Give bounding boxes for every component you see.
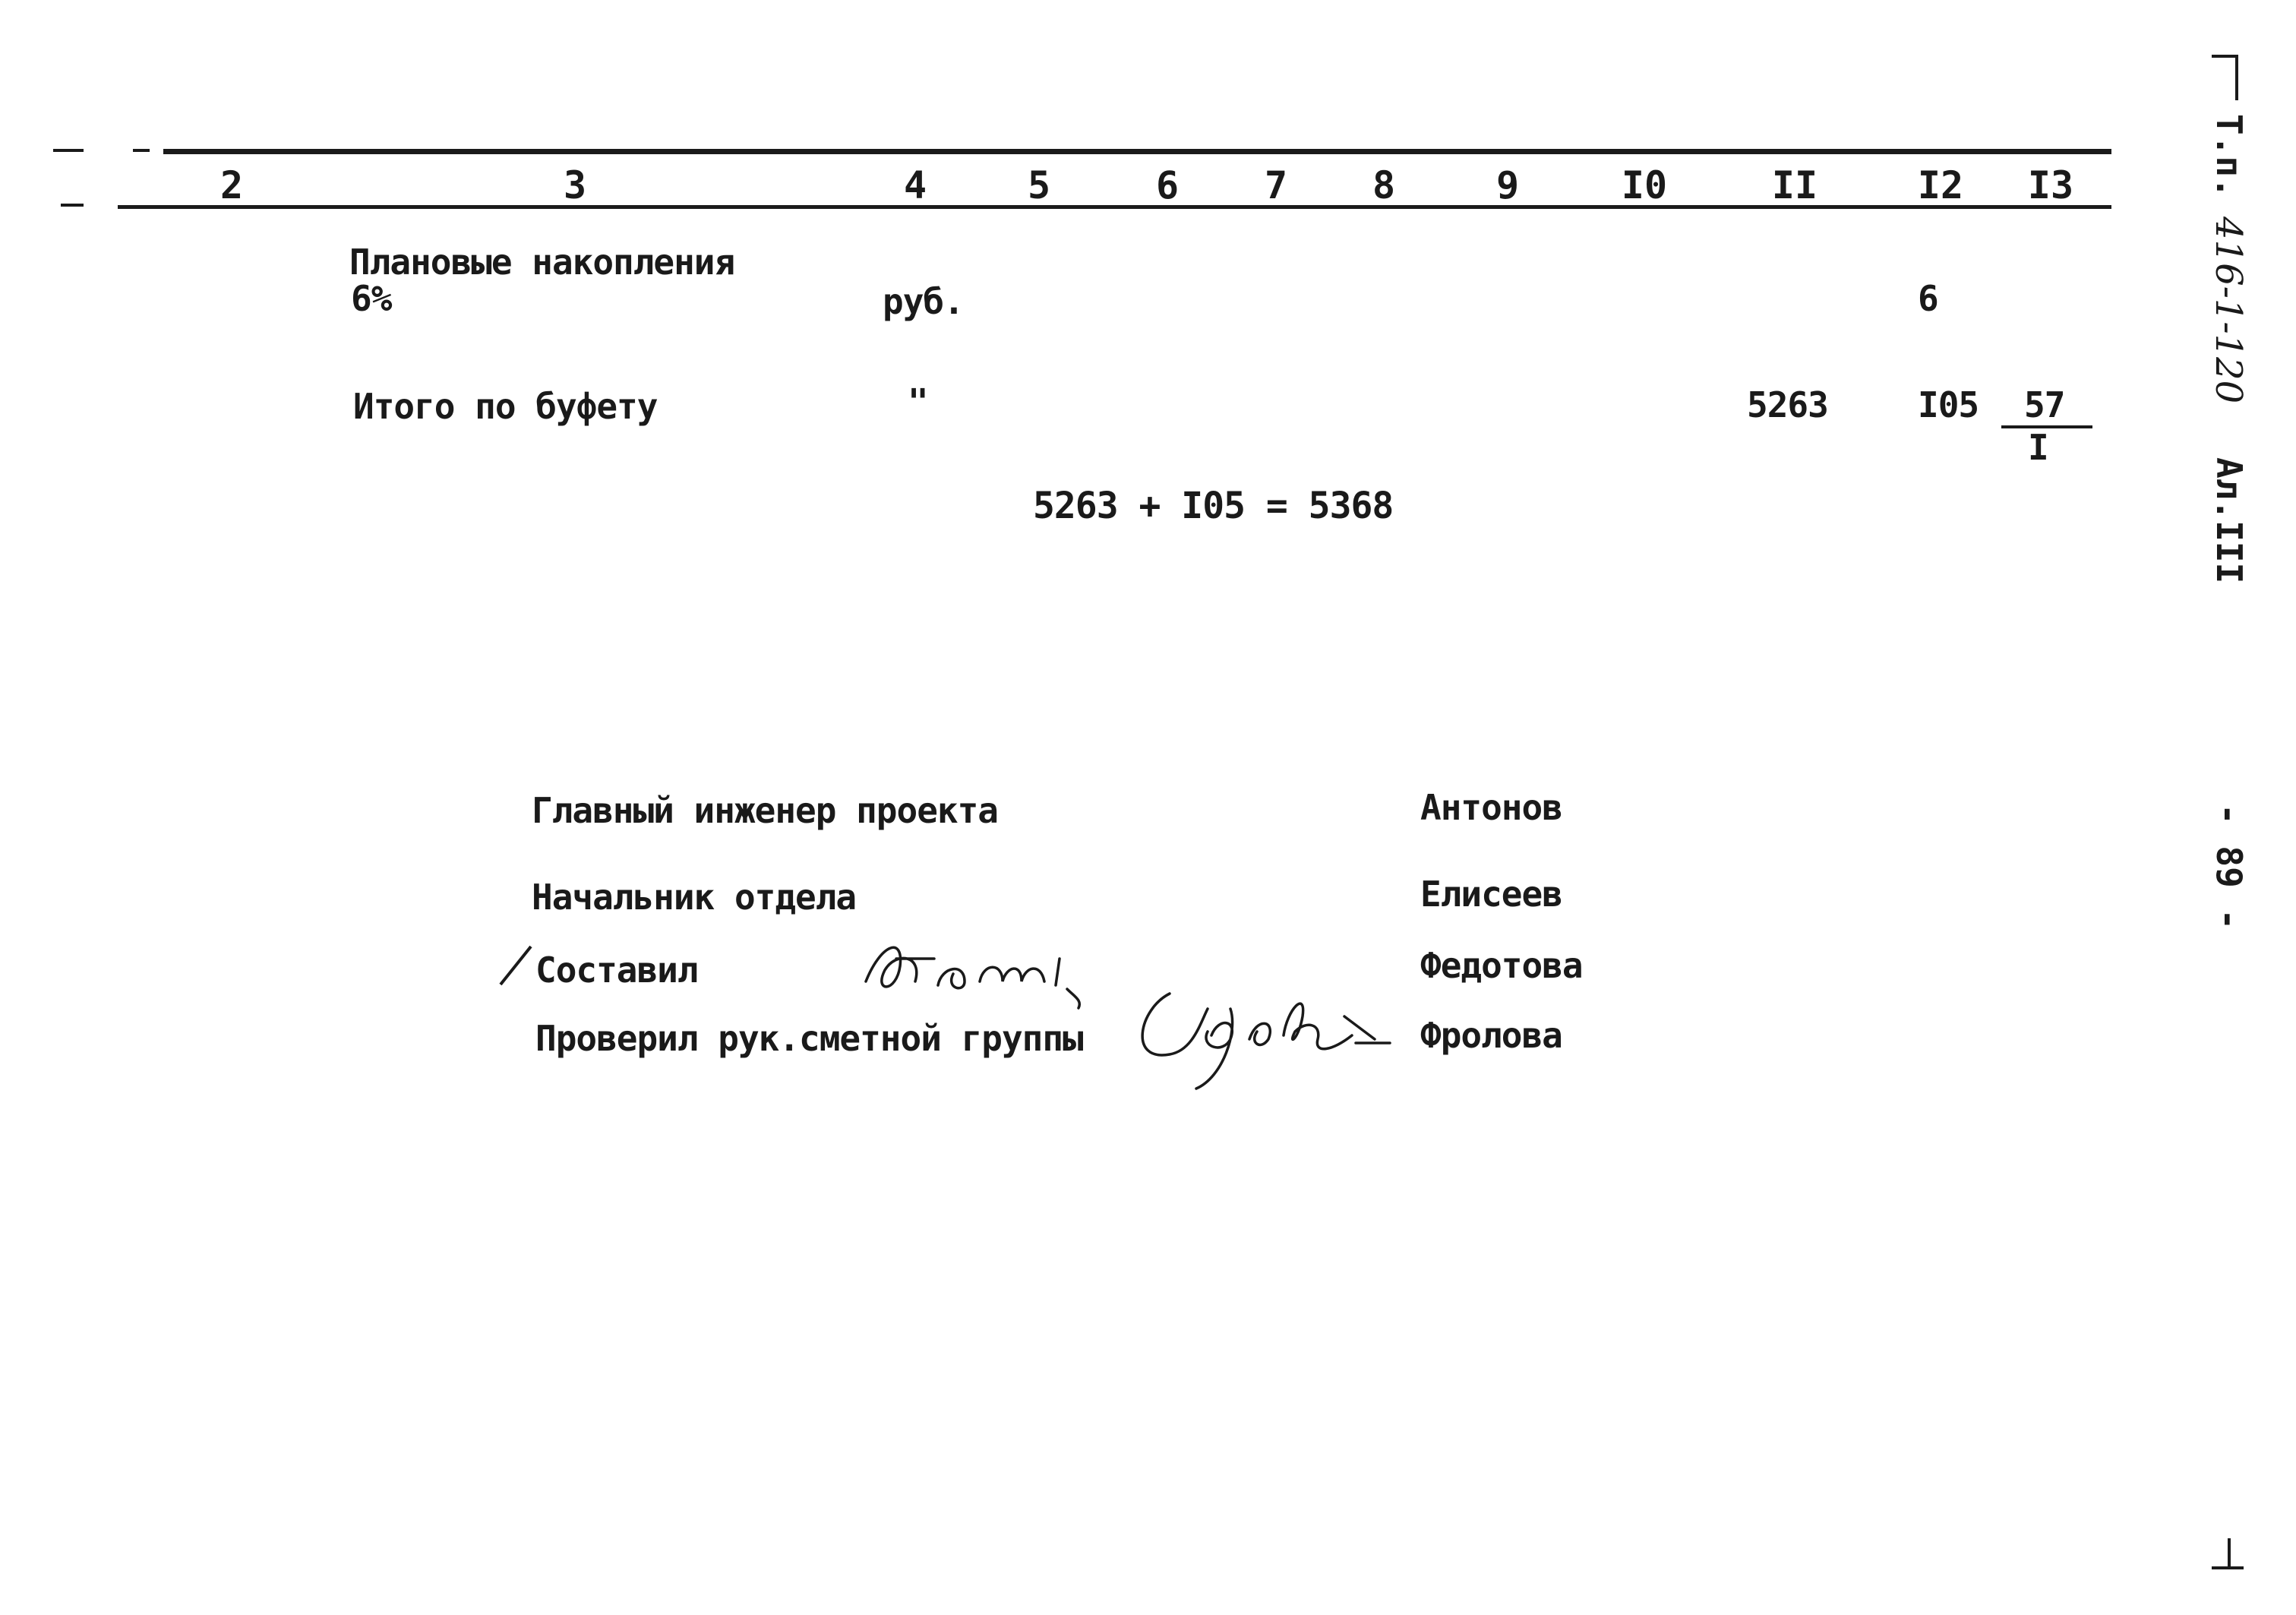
check-mark-icon xyxy=(497,942,535,988)
row-label-line1: Плановые накопления xyxy=(349,242,735,283)
row-label: Итого по буфету xyxy=(353,386,658,427)
signature-role: Составил xyxy=(535,950,698,991)
doc-code: Т.п. xyxy=(2209,114,2250,198)
row-unit-ditto: " xyxy=(908,381,928,422)
signature-role: Проверил рук.сметной группы xyxy=(535,1018,1083,1059)
header-mark-left-1 xyxy=(53,149,84,152)
corner-mark-bottom-v xyxy=(2228,1538,2231,1569)
col-header-11: II xyxy=(1771,163,1818,207)
header-mark-left-3 xyxy=(61,204,84,207)
row-col12-value: I05 xyxy=(1918,384,1979,425)
col-header-7: 7 xyxy=(1264,163,1288,207)
corner-mark-top-v xyxy=(2235,55,2238,100)
col-header-9: 9 xyxy=(1495,163,1520,207)
sum-line: 5263 + I05 = 5368 xyxy=(1033,485,1394,527)
signature-name: Антонов xyxy=(1420,787,1562,828)
signature-name: Елисеев xyxy=(1420,874,1562,915)
doc-number: 416-1-120 xyxy=(2207,216,2250,404)
row-col13-denominator: I xyxy=(2028,427,2048,468)
header-top-rule xyxy=(163,149,2111,154)
row-col11-value: 5263 xyxy=(1747,384,1828,425)
signature-role: Главный инженер проекта xyxy=(532,790,998,831)
col-header-3: 3 xyxy=(563,163,587,207)
row-col12-value: 6 xyxy=(1918,278,1938,319)
signature-name: Федотова xyxy=(1420,945,1583,986)
album-label: Ал.III xyxy=(2209,457,2250,584)
col-header-8: 8 xyxy=(1372,163,1396,207)
col-header-12: I2 xyxy=(1917,163,1964,207)
row-label-line2: 6% xyxy=(351,278,392,319)
col-header-4: 4 xyxy=(903,163,927,207)
col-header-13: I3 xyxy=(2027,163,2074,207)
signature-name: Фролова xyxy=(1420,1015,1562,1056)
handwritten-signature-1 xyxy=(851,928,1139,1012)
col-header-10: I0 xyxy=(1621,163,1668,207)
col-header-6: 6 xyxy=(1155,163,1180,207)
handwritten-signature-2 xyxy=(1124,963,1397,1092)
corner-mark-top xyxy=(2212,55,2238,58)
col-header-5: 5 xyxy=(1027,163,1051,207)
header-mark-left-2 xyxy=(133,149,150,152)
row-col13-numerator: 57 xyxy=(2024,384,2065,425)
row-unit: руб. xyxy=(883,281,964,322)
col-header-2: 2 xyxy=(219,163,244,207)
page-number: - 89 - xyxy=(2209,804,2250,931)
signature-role: Начальник отдела xyxy=(532,877,857,918)
